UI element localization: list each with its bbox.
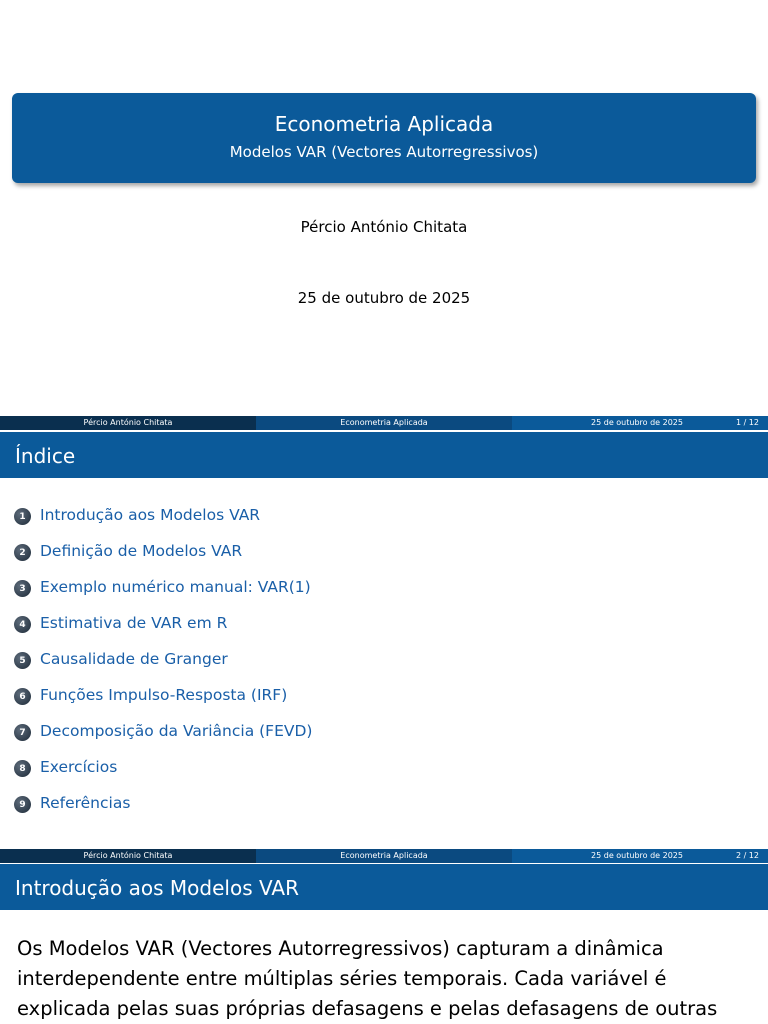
- footer-author: Pércio António Chitata: [0, 849, 256, 863]
- toc-number-bullet: 9: [14, 796, 31, 813]
- toc-item-label[interactable]: Causalidade de Granger: [40, 650, 228, 668]
- presentation-date: 25 de outubro de 2025: [297, 289, 471, 307]
- toc-number-bullet: 6: [14, 688, 31, 705]
- toc-item[interactable]: [14, 650, 312, 686]
- paragraph-line: Os Modelos VAR (Vectores Autorregressivos) capturam a dinâmica: [17, 937, 664, 960]
- footer-course: Econometria Aplicada: [256, 416, 512, 430]
- title-slide: [0, 0, 768, 416]
- toc-item-label[interactable]: Exemplo numérico manual: VAR(1): [40, 578, 311, 596]
- toc-item[interactable]: [14, 542, 312, 578]
- footer-bar: [0, 416, 768, 430]
- footer-right: [512, 416, 768, 430]
- presentation-subtitle: Modelos VAR (Vectores Autorregressivos): [229, 143, 539, 161]
- toc-number-bullet: 5: [14, 652, 31, 669]
- table-of-contents: [14, 506, 312, 830]
- footer-author: Pércio António Chitata: [0, 416, 256, 430]
- toc-number-bullet: 1: [14, 508, 31, 525]
- toc-number-bullet: 3: [14, 580, 31, 597]
- toc-item-label[interactable]: Exercícios: [40, 758, 118, 776]
- toc-item[interactable]: [14, 722, 312, 758]
- paragraph-line: explicada pelas suas próprias defasagens e pelas defasagens de outras: [17, 997, 718, 1020]
- toc-item-label[interactable]: Definição de Modelos VAR: [40, 542, 243, 560]
- footer-course: Econometria Aplicada: [256, 849, 512, 863]
- toc-number-bullet: 2: [14, 544, 31, 561]
- toc-number-bullet: 7: [14, 724, 31, 741]
- footer-right: [512, 849, 768, 863]
- toc-item[interactable]: [14, 758, 312, 794]
- toc-item-label[interactable]: Introdução aos Modelos VAR: [40, 506, 261, 524]
- frame-title: Índice: [15, 444, 76, 468]
- footer-bar: [0, 849, 768, 863]
- toc-item[interactable]: [14, 506, 312, 542]
- toc-number-bullet: 8: [14, 760, 31, 777]
- footer-page-number: 1 / 12: [735, 418, 759, 427]
- paragraph-line: interdependente entre múltiplas séries temporais. Cada variável é: [17, 967, 667, 990]
- toc-item[interactable]: [14, 578, 312, 614]
- frame-title: Introdução aos Modelos VAR: [15, 876, 299, 900]
- slide-body-paragraph: [17, 934, 757, 1024]
- presentation-author: Pércio António Chitata: [300, 218, 468, 236]
- toc-item-label[interactable]: Referências: [40, 794, 131, 812]
- toc-item[interactable]: [14, 686, 312, 722]
- title-box: [12, 93, 756, 183]
- toc-item-label[interactable]: Decomposição da Variância (FEVD): [40, 722, 313, 740]
- toc-item-label[interactable]: Estimativa de VAR em R: [40, 614, 228, 632]
- footer-date: 25 de outubro de 2025: [591, 418, 683, 427]
- footer-page-number: 2 / 12: [735, 851, 759, 860]
- toc-item[interactable]: [14, 614, 312, 650]
- presentation-title: Econometria Aplicada: [274, 112, 494, 136]
- frame-title-bar: [0, 864, 768, 910]
- toc-number-bullet: 4: [14, 616, 31, 633]
- toc-item-label[interactable]: Funções Impulso-Resposta (IRF): [40, 686, 288, 704]
- footer-date: 25 de outubro de 2025: [591, 851, 683, 860]
- frame-title-bar: [0, 432, 768, 478]
- toc-item[interactable]: [14, 794, 312, 830]
